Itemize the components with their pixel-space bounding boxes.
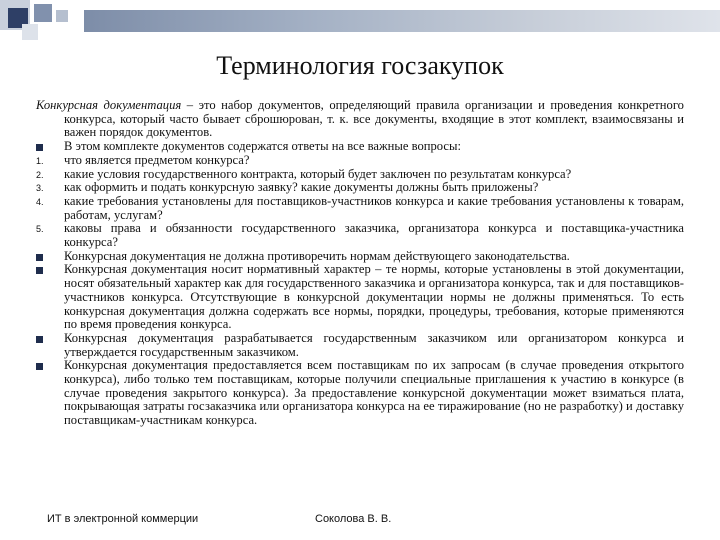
intro-term: Конкурсная документация xyxy=(36,98,182,112)
item-number: 3. xyxy=(36,183,44,194)
square-bullet-icon xyxy=(36,332,56,343)
numbered-item xyxy=(36,195,684,222)
item-text: Конкурсная документация не должна противоречить нормам действующего законодательства. xyxy=(64,248,570,263)
item-text: Конкурсная документация носит нормативный характер – те нормы, которые установлены в этой документации, носят обязательный характер как для государственного заказчика и организатора конкурса, так и для поставщиков-участников конкурса. Отсутствующие в конкурсной документации нормы не должны применяться. То есть конкурсная документация должна содержать все нормы, порядки, процедуры, требования, которые применяются по время проведения конкурса. xyxy=(64,262,684,332)
item-number: 2. xyxy=(36,169,44,180)
deco-square-pale xyxy=(22,24,38,40)
numbered-item xyxy=(36,168,684,182)
intro-definition: – это набор документов, определяющий правила организации и проведения конкретного конкурса, который часто бывает сброшюрован, т. к. все документы, входящие в этот комплект, взаимосвязаны и важен порядок документов. xyxy=(64,98,684,140)
bullet-item xyxy=(36,250,684,264)
deco-gradient-bar xyxy=(84,10,720,32)
header-decoration xyxy=(0,0,720,40)
item-number: 4. xyxy=(36,196,44,207)
item-text: Конкурсная документация предоставляется всем поставщикам по их запросам (в случае проведения открытого конкурса), либо только тем поставщикам, которые получили специальные приглашения к участию в конкурсе (в случае проведения закрытого конкурса). За предоставление конкурсной документации может взиматься плата, покрывающая затраты госзаказчика или организатора конкурса на ее тиражирование (но не разработку) и доставку поставщикам-участникам конкурса. xyxy=(64,358,684,428)
square-bullet-icon xyxy=(36,359,56,370)
intro-paragraph xyxy=(36,99,684,140)
item-text: Конкурсная документация разрабатывается государственным заказчиком или организатором конкурса и утверждается государственным заказчиком. xyxy=(64,330,684,359)
slide-body xyxy=(36,99,684,428)
bullet-item xyxy=(36,332,684,359)
slide-title: Терминология госзакупок xyxy=(216,51,504,80)
item-text: какие требования установлены для поставщиков-участников конкурса и какие требования установлены к товарам, работам, услугам? xyxy=(64,193,684,222)
footer-author: Соколова В. В. xyxy=(315,513,392,525)
bullet-item xyxy=(36,140,684,154)
item-number: 1. xyxy=(36,155,44,166)
numbered-item xyxy=(36,222,684,249)
bullet-item xyxy=(36,263,684,332)
footer-course: ИТ в электронной коммерции xyxy=(47,513,199,525)
deco-square-small xyxy=(56,10,68,22)
item-text: что является предметом конкурса? xyxy=(64,152,250,167)
item-text: каковы права и обязанности государственного заказчика, организатора конкурса и поставщика-участника конкурса? xyxy=(64,221,684,250)
numbered-item xyxy=(36,181,684,195)
bullet-item xyxy=(36,359,684,428)
square-bullet-icon xyxy=(36,263,56,274)
item-text: как оформить и подать конкурсную заявку? какие документы должны быть приложены? xyxy=(64,180,539,195)
item-text: какие условия государственного контракта, который будет заключен по результатам конкурса? xyxy=(64,166,572,181)
deco-square-mid xyxy=(34,4,52,22)
square-bullet-icon xyxy=(36,250,56,261)
numbered-item xyxy=(36,154,684,168)
square-bullet-icon xyxy=(36,140,56,151)
item-number: 5. xyxy=(36,224,44,235)
item-text: В этом комплекте документов содержатся ответы на все важные вопросы: xyxy=(64,139,461,154)
